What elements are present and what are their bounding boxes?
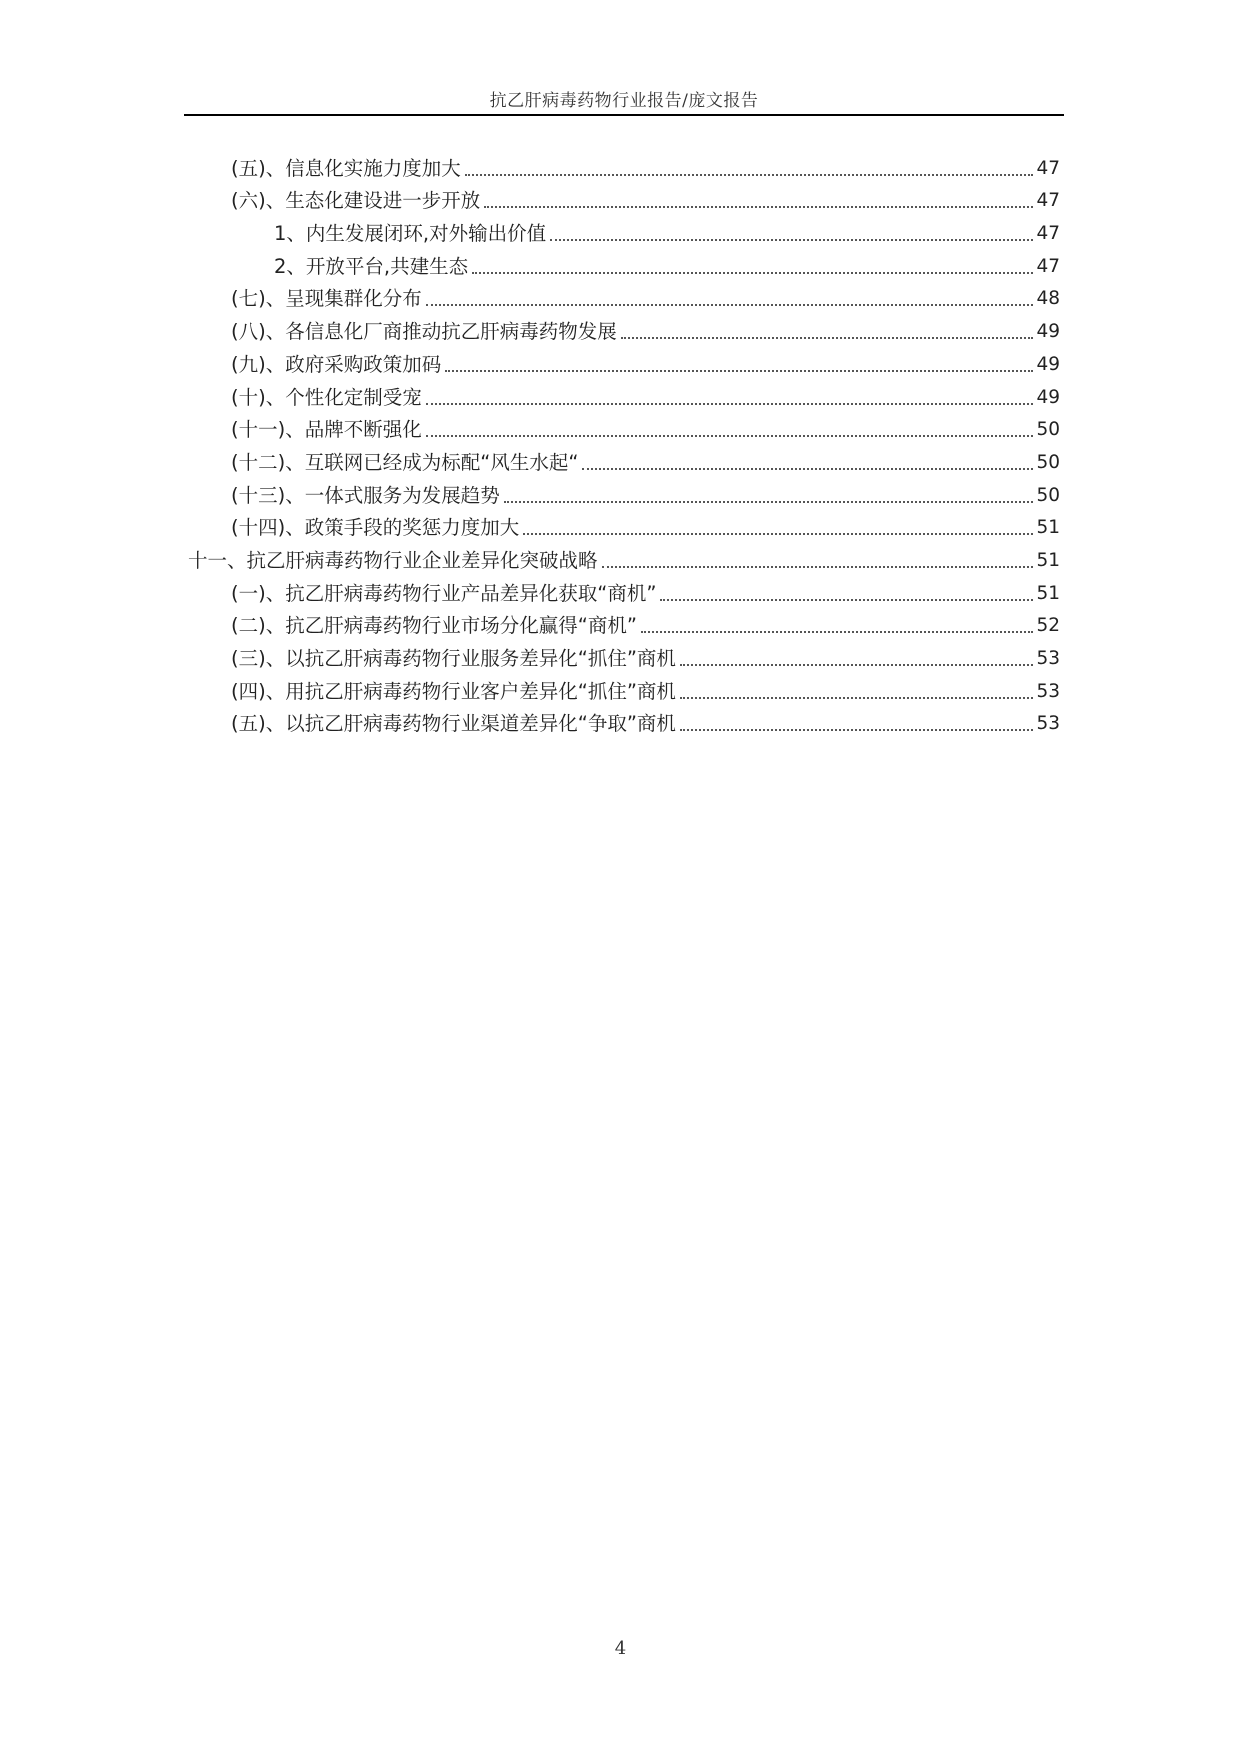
toc-dot-leader: [641, 631, 1034, 633]
toc-entry-title: 1、内生发展闭环,对外输出价值: [274, 222, 547, 246]
toc-entry-page-number: 48: [1036, 288, 1060, 310]
toc-entry-page-number: 50: [1036, 451, 1060, 473]
toc-dot-leader: [426, 403, 1034, 405]
page-header-title: 抗乙肝病毒药物行业报告/庞文报告: [489, 91, 759, 111]
toc-entry-title: (三)、以抗乙肝病毒药物行业服务差异化“抓住”商机: [231, 647, 676, 670]
toc-dot-leader: [484, 206, 1033, 208]
toc-dot-leader: [582, 468, 1033, 470]
toc-entry-page-number: 50: [1036, 419, 1060, 441]
toc-entry[interactable]: [188, 540, 1060, 573]
toc-entry-title: (九)、政府采购政策加码: [231, 352, 442, 376]
toc-dot-leader: [426, 304, 1034, 306]
toc-entry-title: (七)、呈现集群化分布: [231, 287, 422, 311]
toc-entry-title: (八)、各信息化厂商推动抗乙肝病毒药物发展: [231, 320, 617, 344]
table-of-contents: [188, 148, 1060, 736]
toc-dot-leader: [523, 533, 1033, 535]
toc-dot-leader: [602, 566, 1034, 568]
header-divider: [184, 114, 1064, 116]
toc-entry-page-number: 49: [1036, 353, 1060, 375]
toc-entry-page-number: 53: [1036, 713, 1060, 735]
toc-dot-leader: [621, 337, 1034, 339]
toc-entry[interactable]: [188, 311, 1060, 344]
toc-entry-title: (二)、抗乙肝病毒药物行业市场分化赢得“商机”: [231, 614, 637, 638]
toc-entry-title: (十)、个性化定制受宠: [231, 385, 422, 409]
toc-entry-page-number: 53: [1036, 680, 1060, 702]
toc-entry-page-number: 47: [1036, 223, 1060, 245]
toc-entry-page-number: 49: [1036, 386, 1060, 408]
toc-entry[interactable]: [188, 213, 1060, 246]
toc-entry-page-number: 47: [1036, 157, 1060, 179]
toc-dot-leader: [680, 729, 1034, 731]
toc-dot-leader: [426, 435, 1034, 437]
toc-dot-leader: [465, 174, 1034, 176]
toc-entry[interactable]: [188, 148, 1060, 181]
toc-entry-page-number: 47: [1036, 255, 1060, 277]
toc-entry[interactable]: [188, 246, 1060, 279]
toc-entry-title: (十二)、互联网已经成为标配“风生水起“: [231, 450, 579, 474]
toc-entry-page-number: 49: [1036, 321, 1060, 343]
toc-entry[interactable]: [188, 181, 1060, 214]
toc-entry-title: (十一)、品牌不断强化: [231, 418, 422, 442]
toc-entry-title: (十三)、一体式服务为发展趋势: [231, 483, 500, 507]
toc-entry[interactable]: [188, 279, 1060, 312]
toc-dot-leader: [550, 239, 1033, 241]
toc-entry[interactable]: [188, 606, 1060, 639]
toc-dot-leader: [680, 697, 1034, 699]
toc-entry[interactable]: [188, 410, 1060, 443]
toc-entry-page-number: 51: [1036, 549, 1060, 571]
toc-entry[interactable]: [188, 671, 1060, 704]
toc-entry[interactable]: [188, 508, 1060, 541]
toc-entry[interactable]: [188, 573, 1060, 606]
toc-dot-leader: [660, 599, 1033, 601]
toc-entry-page-number: 50: [1036, 484, 1060, 506]
toc-entry-title: (六)、生态化建设进一步开放: [231, 189, 481, 213]
toc-entry-title: (四)、用抗乙肝病毒药物行业客户差异化“抓住”商机: [231, 679, 676, 703]
toc-entry-title: (十四)、政策手段的奖惩力度加大: [231, 516, 520, 540]
toc-entry-page-number: 51: [1036, 517, 1060, 539]
toc-dot-leader: [504, 501, 1034, 503]
toc-entry[interactable]: [188, 638, 1060, 671]
toc-entry[interactable]: [188, 475, 1060, 508]
toc-entry-page-number: 52: [1036, 615, 1060, 637]
toc-entry-page-number: 51: [1036, 582, 1060, 604]
toc-entry-title: 2、开放平台,共建生态: [274, 254, 469, 278]
toc-entry[interactable]: [188, 704, 1060, 737]
toc-entry-page-number: 53: [1036, 648, 1060, 669]
toc-entry-title: (一)、抗乙肝病毒药物行业产品差异化获取“商机”: [231, 581, 657, 605]
toc-entry-page-number: 47: [1036, 190, 1060, 212]
toc-dot-leader: [472, 272, 1033, 274]
toc-entry[interactable]: [188, 377, 1060, 410]
toc-entry-title: 十一、抗乙肝病毒药物行业企业差异化突破战略: [188, 548, 598, 572]
toc-dot-leader: [680, 664, 1034, 666]
toc-dot-leader: [445, 370, 1033, 372]
toc-entry[interactable]: [188, 442, 1060, 475]
page-number: 4: [614, 1638, 627, 1659]
toc-entry-title: (五)、以抗乙肝病毒药物行业渠道差异化“争取”商机: [231, 712, 676, 736]
toc-entry-title: (五)、信息化实施力度加大: [231, 156, 461, 180]
toc-entry[interactable]: [188, 344, 1060, 377]
